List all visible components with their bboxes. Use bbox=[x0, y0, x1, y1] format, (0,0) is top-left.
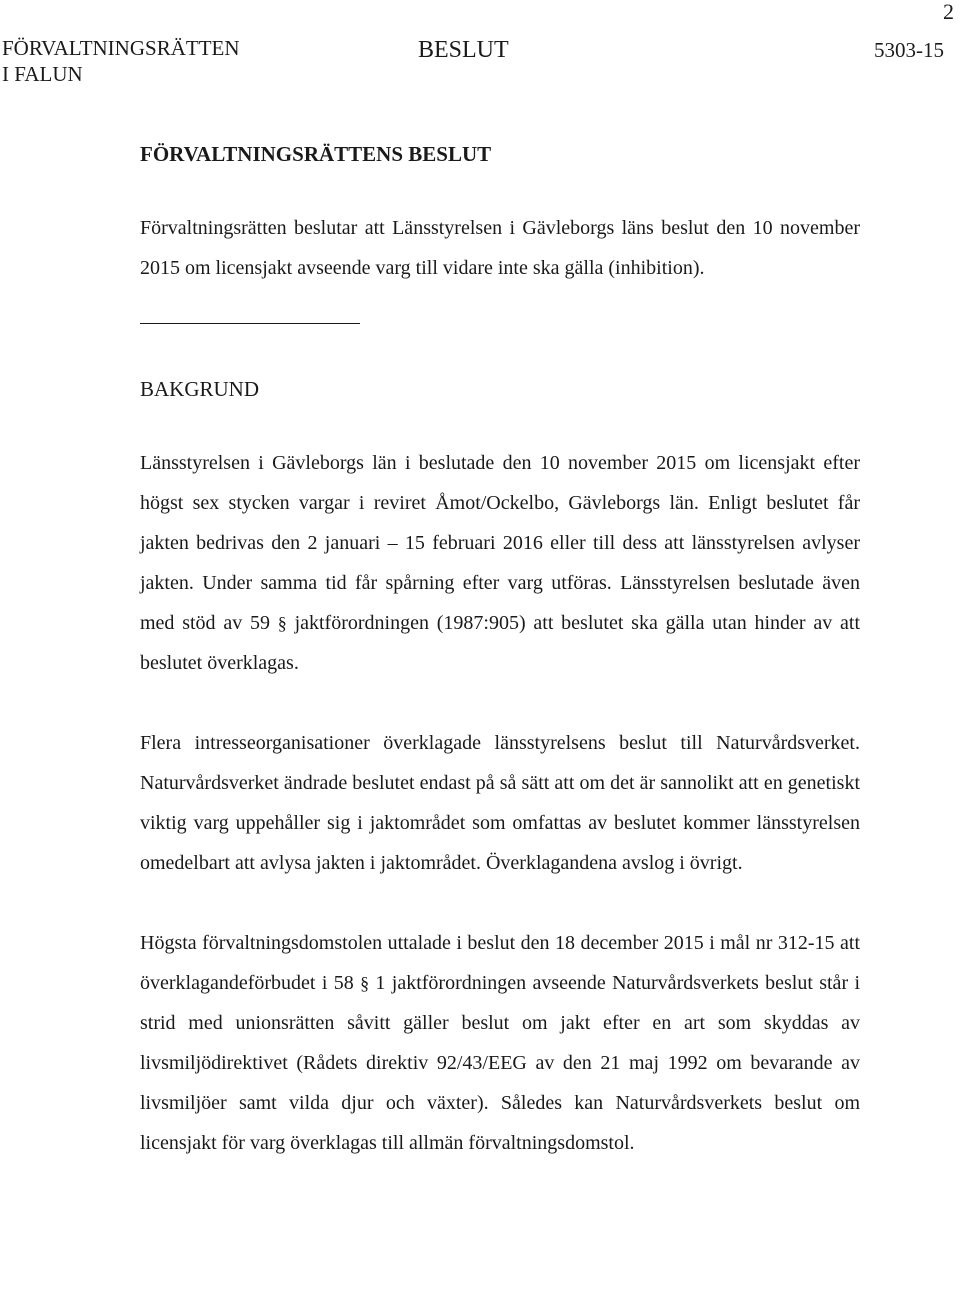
document-type: BESLUT bbox=[418, 37, 509, 63]
section-symbol: § bbox=[277, 613, 287, 633]
background-paragraph-3 bbox=[140, 923, 860, 1163]
decision-text: Förvaltningsrätten beslutar att Länsstyrelsen i Gävleborgs läns beslut den 10 november 2015 om licensjakt avseende varg till vidare inte ska gälla (inhibition). bbox=[140, 217, 860, 279]
paragraph-3-text-a: Högsta förvaltningsdomstolen uttalade i beslut den 18 december 2015 i mål nr 312-15 att överklagandeförbudet i 58 bbox=[140, 932, 860, 994]
section-symbol: § bbox=[360, 973, 370, 993]
paragraph-1-text-b: jaktförordningen (1987:905) att beslutet ska gälla utan hinder av att beslutet överklagas. bbox=[140, 612, 860, 674]
paragraph-3-text-b: 1 jaktförordningen avseende Naturvårdsverkets beslut står i strid med unionsrätten såvitt gäller beslut om jakt efter en art som skyddas av livsmiljödirektivet (Rådets direktiv 92/43/EEG av den 21 maj 1992 om bevarande av livsmiljöer samt vilda djur och växter). Således kan Naturvårdsverkets beslut om licensjakt för varg överklagas till allmän förvaltningsdomstol. bbox=[140, 972, 860, 1154]
background-paragraph-1 bbox=[140, 443, 860, 683]
background-paragraph-2: Flera intresseorganisationer överklagade länsstyrelsens beslut till Naturvårdsverket. Naturvårdsverket ändrade beslutet endast på så sätt att om det är sannolikt att en genetiskt viktig varg uppehåller sig i jaktområdet som omfattas av beslutet kommer länsstyrelsen omedelbart att avlysa jakten i jaktområdet. Överklagandena avslog i övrigt. bbox=[140, 732, 860, 874]
document-body bbox=[140, 140, 860, 1163]
section-divider bbox=[140, 323, 360, 324]
decision-heading: FÖRVALTNINGSRÄTTENS BESLUT bbox=[140, 142, 492, 166]
case-number: 5303-15 bbox=[874, 38, 944, 62]
paragraph-1-text-a: Länsstyrelsen i Gävleborgs län i beslutade den 10 november 2015 om licensjakt efter högst sex stycken vargar i reviret Åmot/Ockelbo, Gävleborgs län. Enligt beslutet får jakten bedrivas den 2 januari – 15 februari 2016 eller till dess att länsstyrelsen avlyser jakten. Under samma tid får spårning efter varg utföras. Länsstyrelsen beslutade även med stöd av 59 bbox=[140, 452, 860, 634]
page-number: 2 bbox=[943, 0, 954, 24]
court-name-line1: FÖRVALTNINGSRÄTTEN bbox=[2, 36, 240, 60]
background-heading: BAKGRUND bbox=[140, 377, 260, 401]
court-name bbox=[2, 35, 240, 87]
court-name-line2: I FALUN bbox=[2, 62, 83, 86]
